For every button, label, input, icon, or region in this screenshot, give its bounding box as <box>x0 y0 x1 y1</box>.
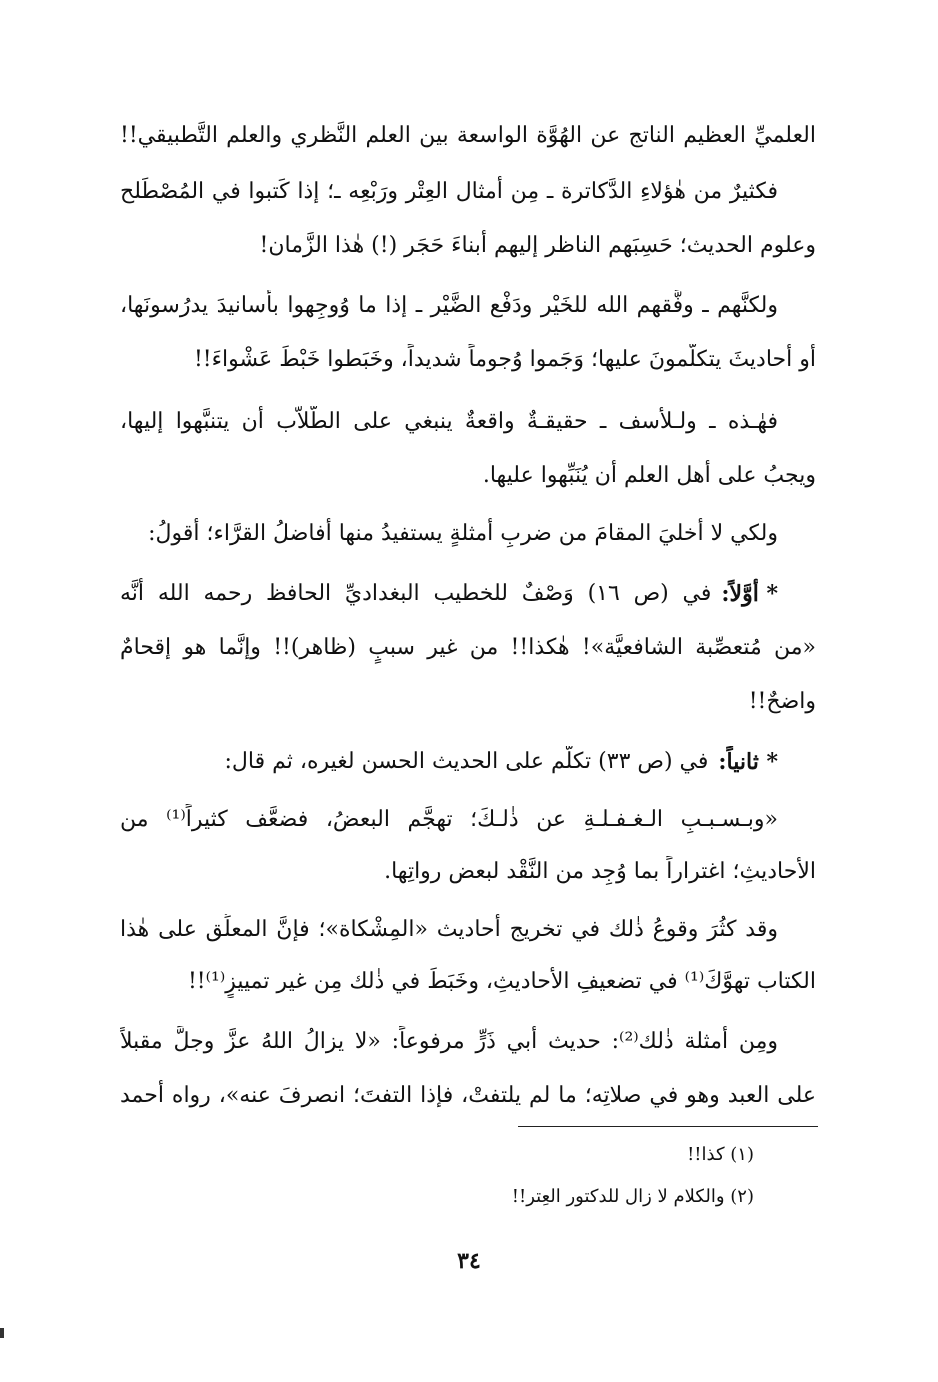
text-line: فكثيرٌ من هٰؤلاءِ الدَّكاترة ـ مِن أمثال العِتْر ورَبْعِه ـ؛ إذا كَتبوا في المُصْطَلح <box>120 179 778 204</box>
text-line: العلميِّ العظيم الناتج عن الهُوَّة الواسعة بين العلم النَّظري والعلم التَّطبيقي!! <box>120 123 816 148</box>
text-line: في (ص ١٦) وَصْفٌ للخطيب البغداديِّ الحافظ رحمه الله أنَّه <box>120 581 712 606</box>
text-line: ومِن أمثلة ذٰلك⁽²⁾: حديث أبي ذَرٍّ مرفوعاً: «لا يزالُ اللهُ عزَّ وجلَّ مقبلاً <box>120 1029 778 1054</box>
point-marker-second: * ثانياً: <box>718 749 778 775</box>
point-second-line <box>120 746 778 778</box>
quote-line: الأحاديثِ؛ اغتراراً بما وُجِد من النَّقْد لبعض رواتِها. <box>384 859 816 884</box>
scan-edge-mark <box>0 1328 4 1338</box>
text-line: وعلوم الحديث؛ حَسِبَهم الناظر إليهم أبناءَ حَجَر (!) هٰذا الزَّمان! <box>259 233 816 258</box>
text-line: في (ص ٣٣) تكلَّم على الحديث الحسن لغيره، ثم قال: <box>224 749 709 774</box>
text-line: الكتاب تهوَّكَ⁽¹⁾ في تضعيفِ الأحاديثِ، وخَبَطَ في ذٰلك مِن غير تمييزٍ⁽¹⁾!! <box>187 969 816 994</box>
text-line: وقد كثُرَ وقوعُ ذٰلك في تخريج أحاديث «المِشْكاة»؛ فإنَّ المعلِّق على هٰذا <box>120 917 778 942</box>
footnote: (٢) والكلام لا زال للدكتور العِتر!! <box>511 1186 754 1207</box>
footnote-separator <box>518 1126 818 1127</box>
text-line: ولكنَّهم ـ وفَّقهم الله للخَيْر ودَفْع الضَّيْر ـ إذا ما وُوجِهوا بأسانيدَ يدرُسونَها، <box>120 293 778 318</box>
text-line: ولكي لا أُخليَ المقامَ من ضربِ أمثلةٍ يستفيدُ منها أفاضلُ القرَّاء؛ أقولُ: <box>148 521 778 546</box>
text-line: على العبد وهو في صلاتِه؛ ما لم يلتفتْ، فإذا التفتَ؛ انصرفَ عنه»، رواه أحمد <box>120 1083 816 1108</box>
text-line: واضحٌ!! <box>748 689 816 714</box>
page-number: ٣٤ <box>457 1248 481 1274</box>
text-line: ويجبُ على أهل العلم أن يُنَبِّهوا عليها. <box>482 463 816 488</box>
point-marker-first: * أوَّلاً: <box>721 581 778 607</box>
text-line: «من مُتعصِّبة الشافعيَّة»! هٰكذا!! من غير سببٍ (ظاهر)!! وإنَّما هو إقحامٌ <box>120 635 816 660</box>
text-line: فهٰـذه ـ ولـلأسف ـ حقيقـةٌ واقعةٌ ينبغي على الطُّلاَّب أن يتنبَّهوا إليها، <box>120 409 778 434</box>
footnote: (١) كذا!! <box>687 1144 754 1165</box>
point-first-line <box>120 578 778 610</box>
quote-line: «وبـسـبـبِ الـغـفـلـةِ عن ذٰلـكَ؛ تهجَّم البعضُ، فضعَّف كثيراً⁽¹⁾ من <box>120 807 778 832</box>
text-line: أو أحاديثَ يتكلَّمونَ عليها؛ وَجَموا وُجوماً شديداً، وخَبَطوا خَبْطَ عَشْواءَ!! <box>193 347 816 372</box>
